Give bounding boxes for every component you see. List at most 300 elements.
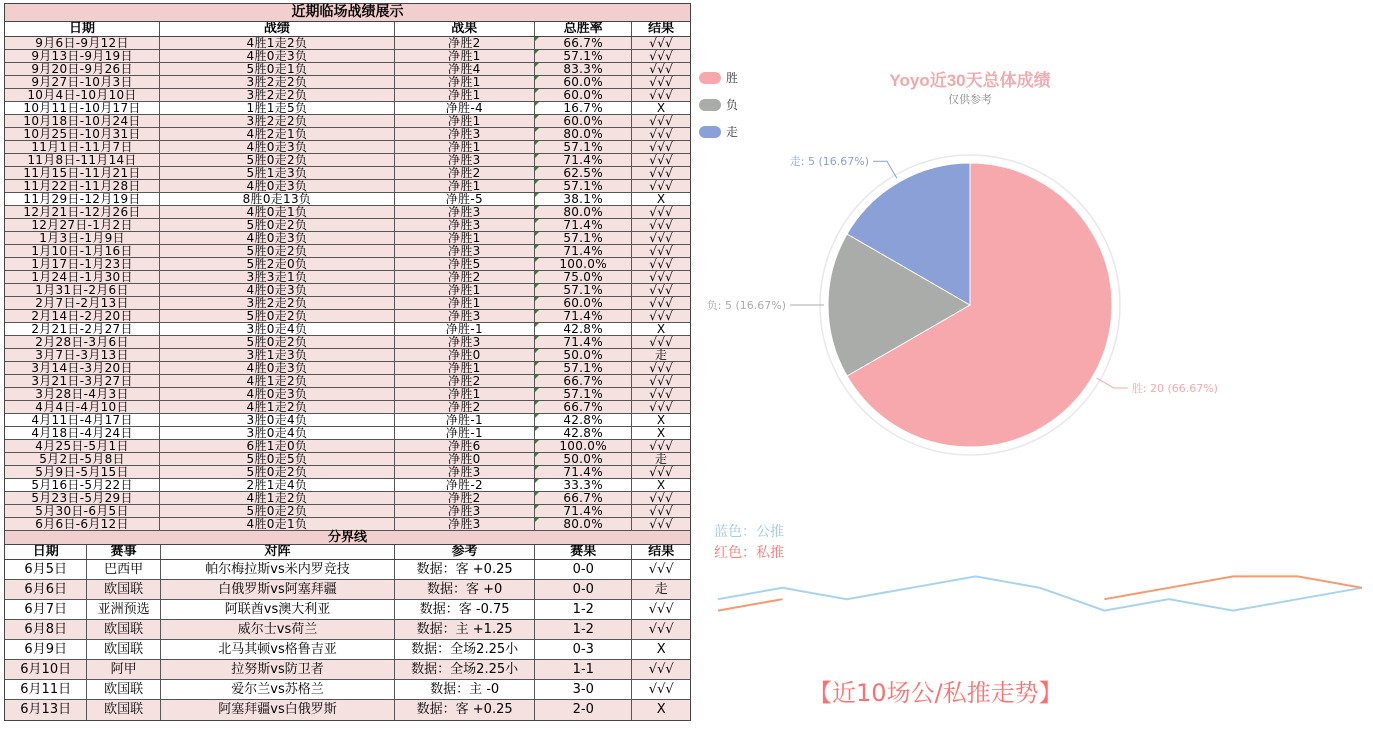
- table-row: [5, 271, 690, 284]
- table-row: [5, 414, 690, 427]
- match-cell-score: 3-0: [535, 680, 632, 699]
- cell-winrate-text: 75.0%: [563, 271, 603, 283]
- match-cell-fixture: 北马其顿vs格鲁吉亚: [161, 640, 395, 659]
- cell-flag-icon: [535, 232, 539, 236]
- cell-outcome: 净胜3: [395, 245, 535, 257]
- cell-winrate: [535, 479, 632, 491]
- cell-record: 5胜0走2负: [160, 310, 395, 322]
- cell-date: 3月21日-3月27日: [5, 375, 160, 387]
- cell-result: √√√: [649, 375, 674, 387]
- cell-winrate-text: 42.8%: [563, 414, 603, 426]
- table-row: [5, 375, 690, 388]
- cell-outcome: 净胜1: [395, 115, 535, 127]
- cell-winrate-text: 57.1%: [563, 388, 603, 400]
- cell-date: 5月30日-6月5日: [5, 505, 160, 517]
- cell-record: 3胜0走4负: [160, 427, 395, 439]
- cell-winrate: [535, 492, 632, 504]
- header-record: 战绩: [160, 22, 395, 36]
- cell-winrate-text: 80.0%: [563, 518, 603, 530]
- cell-winrate: [535, 310, 632, 322]
- cell-winrate-text: 66.7%: [563, 37, 603, 49]
- record-table: [4, 3, 691, 721]
- match-cell-fixture: 拉努斯vs防卫者: [161, 660, 395, 679]
- cell-outcome: 净胜2: [395, 492, 535, 504]
- match-cell-score: 1-2: [535, 600, 632, 619]
- cell-record: 5胜0走2负: [160, 466, 395, 478]
- pie-label-0: 胜: 20 (66.67%): [1131, 382, 1218, 395]
- cell-result: X: [656, 323, 666, 335]
- trend-title: 【近10场公/私推走势】: [808, 679, 1063, 707]
- cell-winrate: [535, 245, 632, 257]
- trend-line-1-1: [1104, 576, 1362, 599]
- cell-record: 5胜0走2负: [160, 219, 395, 231]
- table-row: [5, 336, 690, 349]
- cell-result: √√√: [649, 219, 674, 231]
- cell-winrate-text: 71.4%: [563, 466, 603, 478]
- cell-outcome: 净胜-1: [395, 323, 535, 335]
- cell-winrate: [535, 154, 632, 166]
- cell-date: 9月13日-9月19日: [5, 50, 160, 62]
- cell-date: 4月4日-4月10日: [5, 401, 160, 413]
- cell-date: 1月31日-2月6日: [5, 284, 160, 296]
- cell-date: 10月18日-10月24日: [5, 115, 160, 127]
- cell-winrate-text: 83.3%: [563, 63, 603, 75]
- match-row: [5, 620, 690, 640]
- match-row: [5, 560, 690, 580]
- cell-outcome: 净胜2: [395, 375, 535, 387]
- cell-flag-icon: [535, 76, 539, 80]
- pie-label-1: 负: 5 (16.67%): [706, 299, 786, 312]
- cell-flag-icon: [535, 245, 539, 249]
- cell-date: 11月29日-12月19日: [5, 193, 160, 205]
- table-row: [5, 297, 690, 310]
- cell-winrate: [535, 466, 632, 478]
- legend-swatch-loss: [699, 99, 721, 111]
- cell-outcome: 净胜1: [395, 76, 535, 88]
- cell-result: X: [656, 193, 666, 205]
- match-cell-result: √√√: [648, 662, 674, 677]
- match-cell-score: 2-0: [535, 700, 632, 720]
- cell-winrate-text: 71.4%: [563, 505, 603, 517]
- cell-date: 2月21日-2月27日: [5, 323, 160, 335]
- table-row: [5, 427, 690, 440]
- cell-outcome: 净胜-4: [395, 102, 535, 114]
- table-row: [5, 115, 690, 128]
- legend-swatch-win: [699, 72, 721, 84]
- match-cell-reference: 数据：全场2.25小: [395, 660, 535, 679]
- cell-date: 9月20日-9月26日: [5, 63, 160, 75]
- match-cell-date: 6月8日: [5, 620, 87, 639]
- match-cell-reference: 数据：客 -0.75: [395, 600, 535, 619]
- match-cell-fixture: 阿联酋vs澳大利亚: [161, 600, 395, 619]
- cell-record: 4胜0走3负: [160, 362, 395, 374]
- cell-record: 4胜0走3负: [160, 50, 395, 62]
- cell-winrate-text: 57.1%: [563, 50, 603, 62]
- pie-label-line-0: [1096, 378, 1127, 388]
- table-row: [5, 154, 690, 167]
- cell-outcome: 净胜0: [395, 349, 535, 361]
- cell-outcome: 净胜1: [395, 232, 535, 244]
- match-cell-league: 欧国联: [87, 580, 160, 599]
- table-row: [5, 440, 690, 453]
- cell-winrate: [535, 232, 632, 244]
- cell-flag-icon: [535, 141, 539, 145]
- cell-outcome: 净胜-2: [395, 479, 535, 491]
- cell-date: 2月28日-3月6日: [5, 336, 160, 348]
- weekly-rows: [5, 37, 690, 531]
- cell-winrate: [535, 141, 632, 153]
- match-cell-fixture: 白俄罗斯vs阿塞拜疆: [161, 580, 395, 599]
- cell-outcome: 净胜2: [395, 37, 535, 49]
- cell-date: 4月25日-5月1日: [5, 440, 160, 452]
- match-cell-fixture: 威尔士vs荷兰: [161, 620, 395, 639]
- cell-winrate: [535, 180, 632, 192]
- cell-flag-icon: [535, 440, 539, 444]
- cell-outcome: 净胜1: [395, 141, 535, 153]
- cell-winrate: [535, 323, 632, 335]
- legend-label-win: 胜: [726, 71, 739, 85]
- cell-record: 3胜2走2负: [160, 76, 395, 88]
- cell-winrate-text: 60.0%: [563, 297, 603, 309]
- cell-result: √√√: [649, 37, 674, 49]
- pie-title: Yoyo近30天总体成绩: [889, 71, 1051, 90]
- table-row: [5, 258, 690, 271]
- cell-outcome: 净胜1: [395, 362, 535, 374]
- match-cell-date: 6月9日: [5, 640, 87, 659]
- cell-outcome: 净胜3: [395, 336, 535, 348]
- match-cell-result: √√√: [648, 622, 674, 637]
- cell-outcome: 净胜1: [395, 388, 535, 400]
- table-row: [5, 219, 690, 232]
- table-row: [5, 362, 690, 375]
- cell-date: 3月14日-3月20日: [5, 362, 160, 374]
- cell-winrate: [535, 271, 632, 283]
- cell-record: 3胜0走4负: [160, 414, 395, 426]
- cell-date: 6月6日-6月12日: [5, 518, 160, 530]
- cell-date: 10月11日-10月17日: [5, 102, 160, 114]
- match-cell-score: 0-0: [535, 560, 632, 579]
- table-row: [5, 466, 690, 479]
- cell-flag-icon: [535, 154, 539, 158]
- cell-winrate-text: 71.4%: [563, 154, 603, 166]
- table-row: [5, 401, 690, 414]
- cell-winrate: [535, 297, 632, 309]
- cell-date: 1月24日-1月30日: [5, 271, 160, 283]
- cell-result: √√√: [649, 167, 674, 179]
- table-row: [5, 76, 690, 89]
- cell-outcome: 净胜2: [395, 271, 535, 283]
- table-row: [5, 37, 690, 50]
- match-cell-reference: 数据：客 +0: [395, 580, 535, 599]
- legend-item-win[interactable]: [699, 64, 738, 91]
- cell-flag-icon: [535, 128, 539, 132]
- match-cell-league: 亚洲预选: [87, 600, 160, 619]
- cell-winrate: [535, 401, 632, 413]
- cell-date: 5月23日-5月29日: [5, 492, 160, 504]
- match-cell-league: 欧国联: [87, 620, 160, 639]
- cell-outcome: 净胜2: [395, 401, 535, 413]
- cell-outcome: 净胜-1: [395, 427, 535, 439]
- cell-date: 3月7日-3月13日: [5, 349, 160, 361]
- match-cell-reference: 数据：主 +1.25: [395, 620, 535, 639]
- cell-flag-icon: [535, 362, 539, 366]
- cell-outcome: 净胜1: [395, 89, 535, 101]
- cell-outcome: 净胜-5: [395, 193, 535, 205]
- cell-winrate-text: 60.0%: [563, 76, 603, 88]
- cell-record: 5胜0走5负: [160, 453, 395, 465]
- cell-date: 5月2日-5月8日: [5, 453, 160, 465]
- table-caption: 近期临场战绩展示: [5, 4, 690, 22]
- cell-flag-icon: [535, 297, 539, 301]
- match-cell-score: 1-1: [535, 660, 632, 679]
- match-cell-reference: 数据：客 +0.25: [395, 700, 535, 720]
- cell-winrate-text: 16.7%: [563, 102, 603, 114]
- cell-flag-icon: [535, 323, 539, 327]
- cell-winrate: [535, 128, 632, 140]
- cell-winrate: [535, 219, 632, 231]
- cell-date: 4月18日-4月24日: [5, 427, 160, 439]
- cell-result: √√√: [649, 271, 674, 283]
- table-row: [5, 63, 690, 76]
- cell-date: 5月9日-5月15日: [5, 466, 160, 478]
- table-header: [5, 22, 690, 37]
- match-cell-league: 欧国联: [87, 700, 160, 720]
- cell-flag-icon: [535, 206, 539, 210]
- cell-record: 4胜2走1负: [160, 128, 395, 140]
- match-cell-league: 阿甲: [87, 660, 160, 679]
- cell-winrate: [535, 453, 632, 465]
- header-outcome: 战果: [395, 22, 535, 36]
- match-header: [5, 545, 690, 560]
- cell-winrate-text: 57.1%: [563, 232, 603, 244]
- cell-result: √√√: [649, 180, 674, 192]
- table-row: [5, 193, 690, 206]
- cell-winrate: [535, 518, 632, 530]
- cell-flag-icon: [535, 37, 539, 41]
- cell-result: 走: [655, 349, 668, 361]
- cell-winrate: [535, 349, 632, 361]
- table-row: [5, 50, 690, 63]
- cell-flag-icon: [535, 193, 539, 197]
- cell-record: 5胜0走1负: [160, 63, 395, 75]
- pie-subtitle: 仅供参考: [948, 93, 992, 106]
- legend-label-loss: 负: [726, 98, 739, 112]
- cell-result: √√√: [649, 336, 674, 348]
- cell-flag-icon: [535, 479, 539, 483]
- cell-winrate-text: 60.0%: [563, 115, 603, 127]
- match-header-result: 结果: [648, 545, 675, 559]
- cell-result: √√√: [649, 362, 674, 374]
- cell-result: √√√: [649, 76, 674, 88]
- header-date: 日期: [5, 22, 160, 36]
- cell-winrate: [535, 37, 632, 49]
- match-cell-result: 走: [654, 582, 668, 597]
- match-row: [5, 580, 690, 600]
- cell-result: √√√: [649, 89, 674, 101]
- cell-winrate-text: 62.5%: [563, 167, 603, 179]
- cell-winrate: [535, 440, 632, 452]
- cell-winrate-text: 66.7%: [563, 492, 603, 504]
- table-row: [5, 505, 690, 518]
- cell-result: √√√: [649, 128, 674, 140]
- cell-winrate-text: 42.8%: [563, 323, 603, 335]
- cell-result: √√√: [649, 492, 674, 504]
- cell-date: 10月25日-10月31日: [5, 128, 160, 140]
- match-row: [5, 700, 690, 720]
- table-row: [5, 102, 690, 115]
- match-cell-reference: 数据：全场2.25小: [395, 640, 535, 659]
- cell-date: 2月7日-2月13日: [5, 297, 160, 309]
- match-header-reference: 参考: [395, 545, 535, 559]
- match-cell-date: 6月11日: [5, 680, 87, 699]
- cell-winrate-text: 71.4%: [563, 219, 603, 231]
- match-cell-reference: 数据：客 +0.25: [395, 560, 535, 579]
- cell-result: X: [656, 102, 666, 114]
- cell-winrate: [535, 388, 632, 400]
- cell-flag-icon: [535, 466, 539, 470]
- cell-outcome: 净胜3: [395, 219, 535, 231]
- cell-result: √√√: [649, 505, 674, 517]
- table-row: [5, 453, 690, 466]
- table-row: [5, 323, 690, 336]
- cell-flag-icon: [535, 271, 539, 275]
- cell-flag-icon: [535, 349, 539, 353]
- cell-record: 4胜1走2负: [160, 375, 395, 387]
- cell-record: 4胜0走1负: [160, 518, 395, 530]
- match-cell-result: √√√: [648, 562, 674, 577]
- match-cell-league: 欧国联: [87, 680, 160, 699]
- cell-date: 9月27日-10月3日: [5, 76, 160, 88]
- cell-record: 3胜3走1负: [160, 271, 395, 283]
- cell-result: √√√: [649, 63, 674, 75]
- cell-flag-icon: [535, 180, 539, 184]
- legend-item-loss[interactable]: [699, 91, 738, 118]
- cell-record: 3胜2走2负: [160, 297, 395, 309]
- cell-result: √√√: [649, 206, 674, 218]
- header-winrate: 总胜率: [535, 22, 632, 36]
- match-cell-score: 1-2: [535, 620, 632, 639]
- cell-record: 4胜1走2负: [160, 37, 395, 49]
- cell-result: √√√: [649, 154, 674, 166]
- cell-result: √√√: [649, 466, 674, 478]
- match-cell-result: X: [656, 702, 666, 717]
- legend-label-push: 走: [726, 125, 739, 139]
- cell-record: 2胜1走4负: [160, 479, 395, 491]
- cell-date: 2月14日-2月20日: [5, 310, 160, 322]
- cell-flag-icon: [535, 50, 539, 54]
- cell-outcome: 净胜1: [395, 50, 535, 62]
- cell-date: 4月11日-4月17日: [5, 414, 160, 426]
- match-cell-date: 6月10日: [5, 660, 87, 679]
- cell-winrate-text: 66.7%: [563, 375, 603, 387]
- cell-record: 3胜0走4负: [160, 323, 395, 335]
- cell-flag-icon: [535, 63, 539, 67]
- match-rows: [5, 560, 690, 720]
- cell-date: 9月6日-9月12日: [5, 37, 160, 49]
- cell-winrate-text: 71.4%: [563, 310, 603, 322]
- cell-winrate: [535, 427, 632, 439]
- cell-record: 4胜1走2负: [160, 492, 395, 504]
- cell-winrate: [535, 167, 632, 179]
- cell-result: 走: [655, 453, 668, 465]
- match-header-date: 日期: [5, 545, 87, 559]
- match-cell-reference: 数据：主 -0: [395, 680, 535, 699]
- cell-winrate-text: 33.3%: [563, 479, 603, 491]
- cell-date: 11月8日-11月14日: [5, 154, 160, 166]
- note-private: 红色：私推: [714, 545, 784, 561]
- cell-winrate: [535, 89, 632, 101]
- cell-winrate: [535, 284, 632, 296]
- cell-outcome: 净胜1: [395, 297, 535, 309]
- cell-flag-icon: [535, 453, 539, 457]
- cell-winrate-text: 60.0%: [563, 89, 603, 101]
- cell-flag-icon: [535, 427, 539, 431]
- table-row: [5, 128, 690, 141]
- table-row: [5, 180, 690, 193]
- header-result: 结果: [648, 22, 675, 36]
- table-row: [5, 206, 690, 219]
- match-cell-fixture: 爱尔兰vs苏格兰: [161, 680, 395, 699]
- cell-outcome: 净胜-1: [395, 414, 535, 426]
- match-cell-fixture: 帕尔梅拉斯vs米内罗竞技: [161, 560, 395, 579]
- cell-outcome: 净胜3: [395, 154, 535, 166]
- cell-result: X: [656, 479, 666, 491]
- cell-record: 5胜2走0负: [160, 258, 395, 270]
- cell-date: 1月17日-1月23日: [5, 258, 160, 270]
- cell-date: 5月16日-5月22日: [5, 479, 160, 491]
- match-cell-date: 6月6日: [5, 580, 87, 599]
- cell-record: 6胜1走0负: [160, 440, 395, 452]
- cell-flag-icon: [535, 115, 539, 119]
- cell-result: √√√: [649, 310, 674, 322]
- cell-winrate: [535, 258, 632, 270]
- cell-flag-icon: [535, 336, 539, 340]
- trend-chart: [710, 560, 1370, 630]
- cell-result: √√√: [649, 388, 674, 400]
- cell-result: √√√: [649, 297, 674, 309]
- cell-flag-icon: [535, 375, 539, 379]
- table-row: [5, 310, 690, 323]
- cell-winrate-text: 57.1%: [563, 180, 603, 192]
- cell-outcome: 净胜3: [395, 128, 535, 140]
- trend-line-0-0: [718, 576, 1362, 610]
- cell-winrate-text: 66.7%: [563, 401, 603, 413]
- cell-record: 1胜1走5负: [160, 102, 395, 114]
- cell-result: √√√: [649, 258, 674, 270]
- cell-winrate-text: 57.1%: [563, 284, 603, 296]
- cell-outcome: 净胜3: [395, 466, 535, 478]
- table-row: [5, 388, 690, 401]
- match-cell-score: 0-0: [535, 580, 632, 599]
- cell-date: 11月15日-11月21日: [5, 167, 160, 179]
- cell-winrate: [535, 505, 632, 517]
- cell-outcome: 净胜3: [395, 206, 535, 218]
- cell-winrate: [535, 414, 632, 426]
- cell-winrate-text: 80.0%: [563, 206, 603, 218]
- cell-date: 10月4日-10月10日: [5, 89, 160, 101]
- table-row: [5, 232, 690, 245]
- cell-winrate-text: 71.4%: [563, 245, 603, 257]
- match-cell-date: 6月13日: [5, 700, 87, 720]
- cell-date: 1月10日-1月16日: [5, 245, 160, 257]
- cell-result: √√√: [649, 518, 674, 530]
- cell-record: 8胜0走13负: [160, 193, 395, 205]
- table-row: [5, 245, 690, 258]
- table-row: [5, 492, 690, 505]
- cell-winrate-text: 42.8%: [563, 427, 603, 439]
- cell-result: √√√: [649, 141, 674, 153]
- trend-line-1-0: [718, 599, 782, 610]
